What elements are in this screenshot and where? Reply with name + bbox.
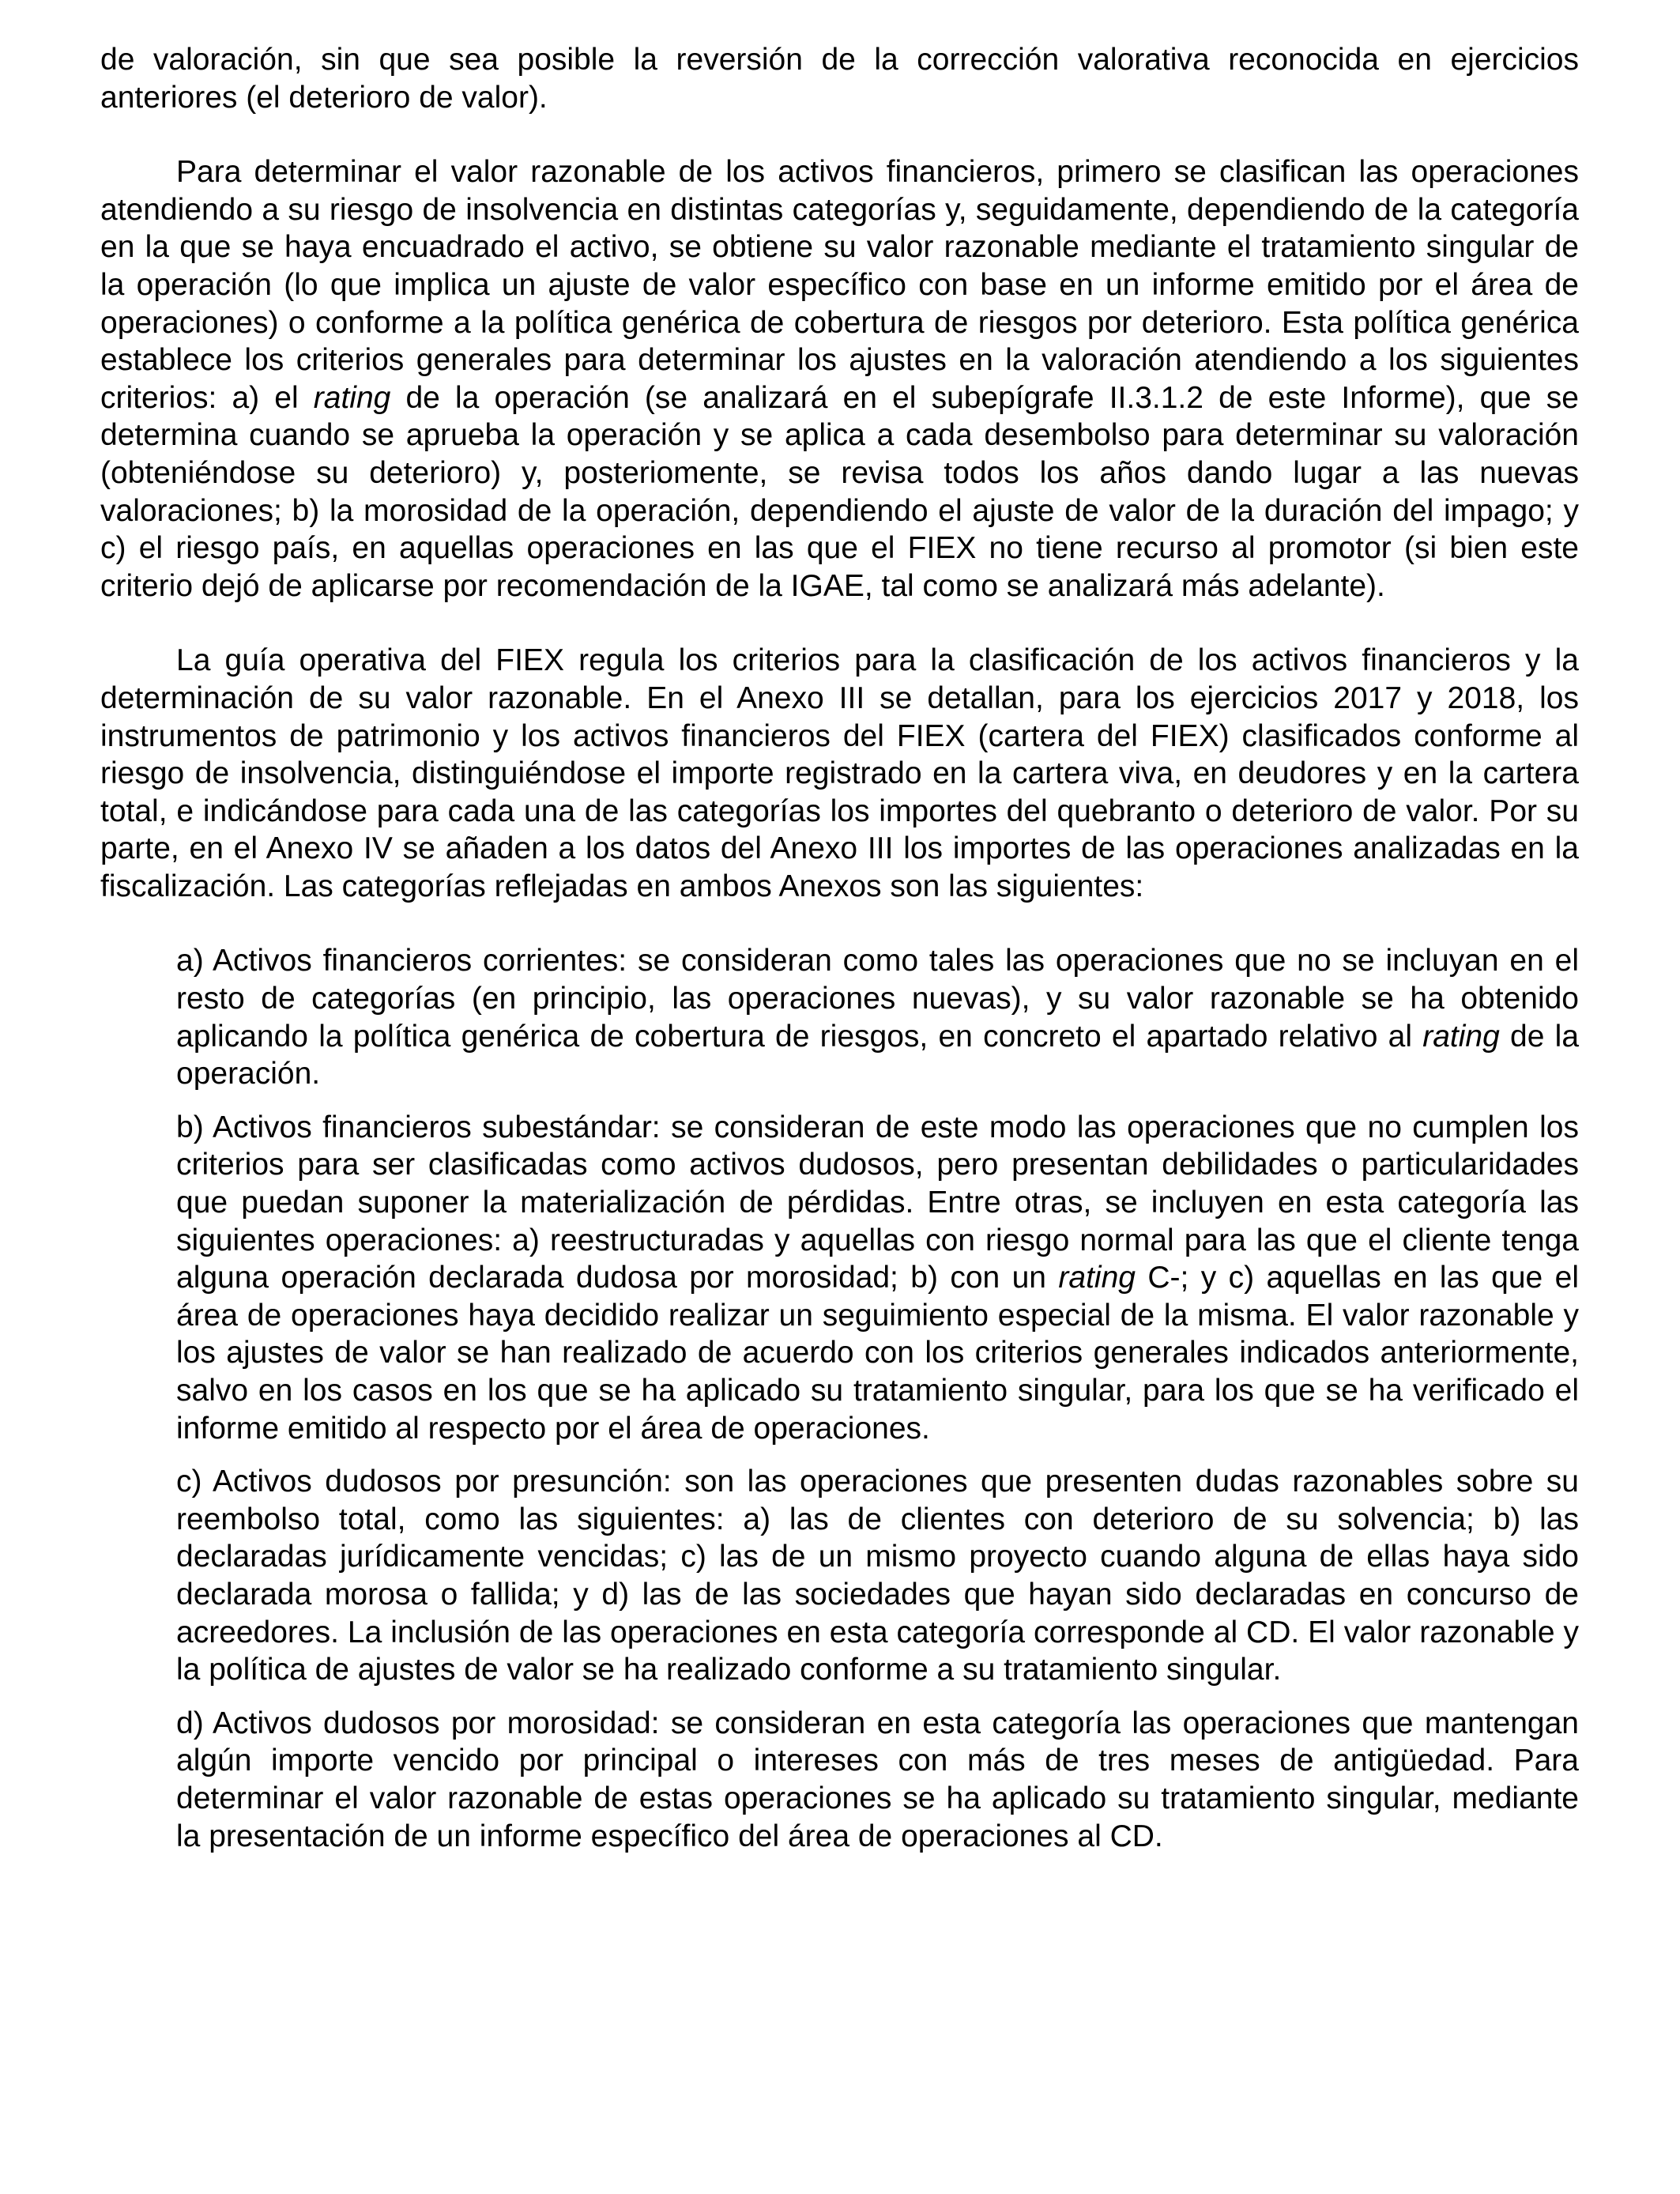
- list-item-text: Activos dudosos por presunción: son las operaciones que presenten dudas razonables sobre su reembolso total, como las siguientes: a) las de clientes con deterioro de su solvencia; b) las declaradas jurídicamente vencidas; c) las de un mismo proyecto cuando alguna de ellas haya sido declarada morosa o fallida; y d) las de las sociedades que hayan sido declaradas en concurso de acreedores. La inclusión de las operaciones en esta categoría corresponde al CD. El valor razonable y la política de ajustes de valor se ha realizado conforme a su tratamiento singular.: [176, 1465, 1579, 1687]
- italic-term: rating: [1422, 1019, 1500, 1054]
- list-marker: b): [176, 1110, 204, 1144]
- paragraph-operating-guide: La guía operativa del FIEX regula los criterios para la clasificación de los activos financieros y la determinación de su valor razonable. En el Anexo III se detallan, para los ejercicios 2017 y 2018, los instrumentos de patrimonio y los activos financieros del FIEX (cartera del FIEX) clasificados conforme al riesgo de insolvencia, distinguiéndose el importe registrado en la cartera viva, en deudores y en la cartera total, e indicándose para cada una de las categorías los importes del quebranto o deterioro de valor. Por su parte, en el Anexo IV se añaden a los datos del Anexo III los importes de las operaciones analizadas en la fiscalización. Las categorías reflejadas en ambos Anexos son las siguientes:: [100, 643, 1579, 903]
- list-item-text: Activos financieros subestándar: se consideran de este modo las operaciones que no cumplen los criterios para ser clasificadas como activos dudosos, pero presentan debilidades o particularidades que puedan suponer la materialización de pérdidas. Entre otras, se incluyen en esta categoría las siguientes operaciones: a) reestructuradas y aquellas con riesgo normal para las que el cliente tenga alguna operación declarada dudosa por morosidad; b) con un: [176, 1110, 1579, 1295]
- italic-term: rating: [1058, 1261, 1136, 1295]
- category-list: [100, 942, 1579, 1855]
- list-item-text: Activos dudosos por morosidad: se consideran en esta categoría las operaciones que mantengan algún importe vencido por principal o intereses con más de tres meses de antigüedad. Para determinar el valor razonable de estas operaciones se ha aplicado su tratamiento singular, mediante la presentación de un informe específico del área de operaciones al CD.: [176, 1706, 1579, 1853]
- paragraph-fair-value: [100, 153, 1579, 605]
- list-marker: d): [176, 1706, 204, 1740]
- list-item: [176, 1705, 1579, 1855]
- paragraph-text: Para determinar el valor razonable de los activos financieros, primero se clasifican las operaciones atendiendo a su riesgo de insolvencia en distintas categorías y, seguidamente, dependiendo de la categoría en la que se haya encuadrado el activo, se obtiene su valor razonable mediante el tratamiento singular de la operación (lo que implica un ajuste de valor específico con base en un informe emitido por el área de operaciones) o conforme a la política genérica de cobertura de riesgos por deterioro. Esta política genérica establece los criterios generales para determinar los ajustes en la valoración atendiendo a los siguientes criterios: a) el: [100, 155, 1579, 415]
- list-item: [176, 1463, 1579, 1689]
- list-item-text: Activos financieros corrientes: se consideran como tales las operaciones que no se incluyan en el resto de categorías (en principio, las operaciones nuevas), y su valor razonable se ha obtenido aplicando la política genérica de cobertura de riesgos, en concreto el apartado relativo al: [176, 944, 1579, 1054]
- list-item: [176, 1109, 1579, 1447]
- list-marker: a): [176, 944, 204, 978]
- list-marker: c): [176, 1465, 202, 1499]
- list-item-text: C-; y c) aquellas en las que el área de operaciones haya decidido realizar un seguimiento especial de la misma. El valor razonable y los ajustes de valor se han realizado de acuerdo con los criterios generales indicados anteriormente, salvo en los casos en los que se ha aplicado su tratamiento singular, para los que se ha verificado el informe emitido al respecto por el área de operaciones.: [176, 1261, 1579, 1446]
- paragraph-text: de la operación (se analizará en el subepígrafe II.3.1.2 de este Informe), que se determina cuando se aprueba la operación y se aplica a cada desembolso para determinar su valoración (obteniéndose su deterioro) y, posteriomente, se revisa todos los años dando lugar a las nuevas valoraciones; b) la morosidad de la operación, dependiendo el ajuste de valor de la duración del impago; y c) el riesgo país, en aquellas operaciones en las que el FIEX no tiene recurso al promotor (si bien este criterio dejó de aplicarse por recomendación de la IGAE, tal como se analizará más adelante).: [100, 380, 1579, 603]
- italic-term: rating: [313, 380, 391, 415]
- list-item-text: de la operación.: [176, 1019, 1580, 1091]
- paragraph-continuation: de valoración, sin que sea posible la reversión de la corrección valorativa reconocida en ejercicios anteriores (el deterioro de valor).: [100, 43, 1579, 115]
- list-item: [176, 942, 1579, 1092]
